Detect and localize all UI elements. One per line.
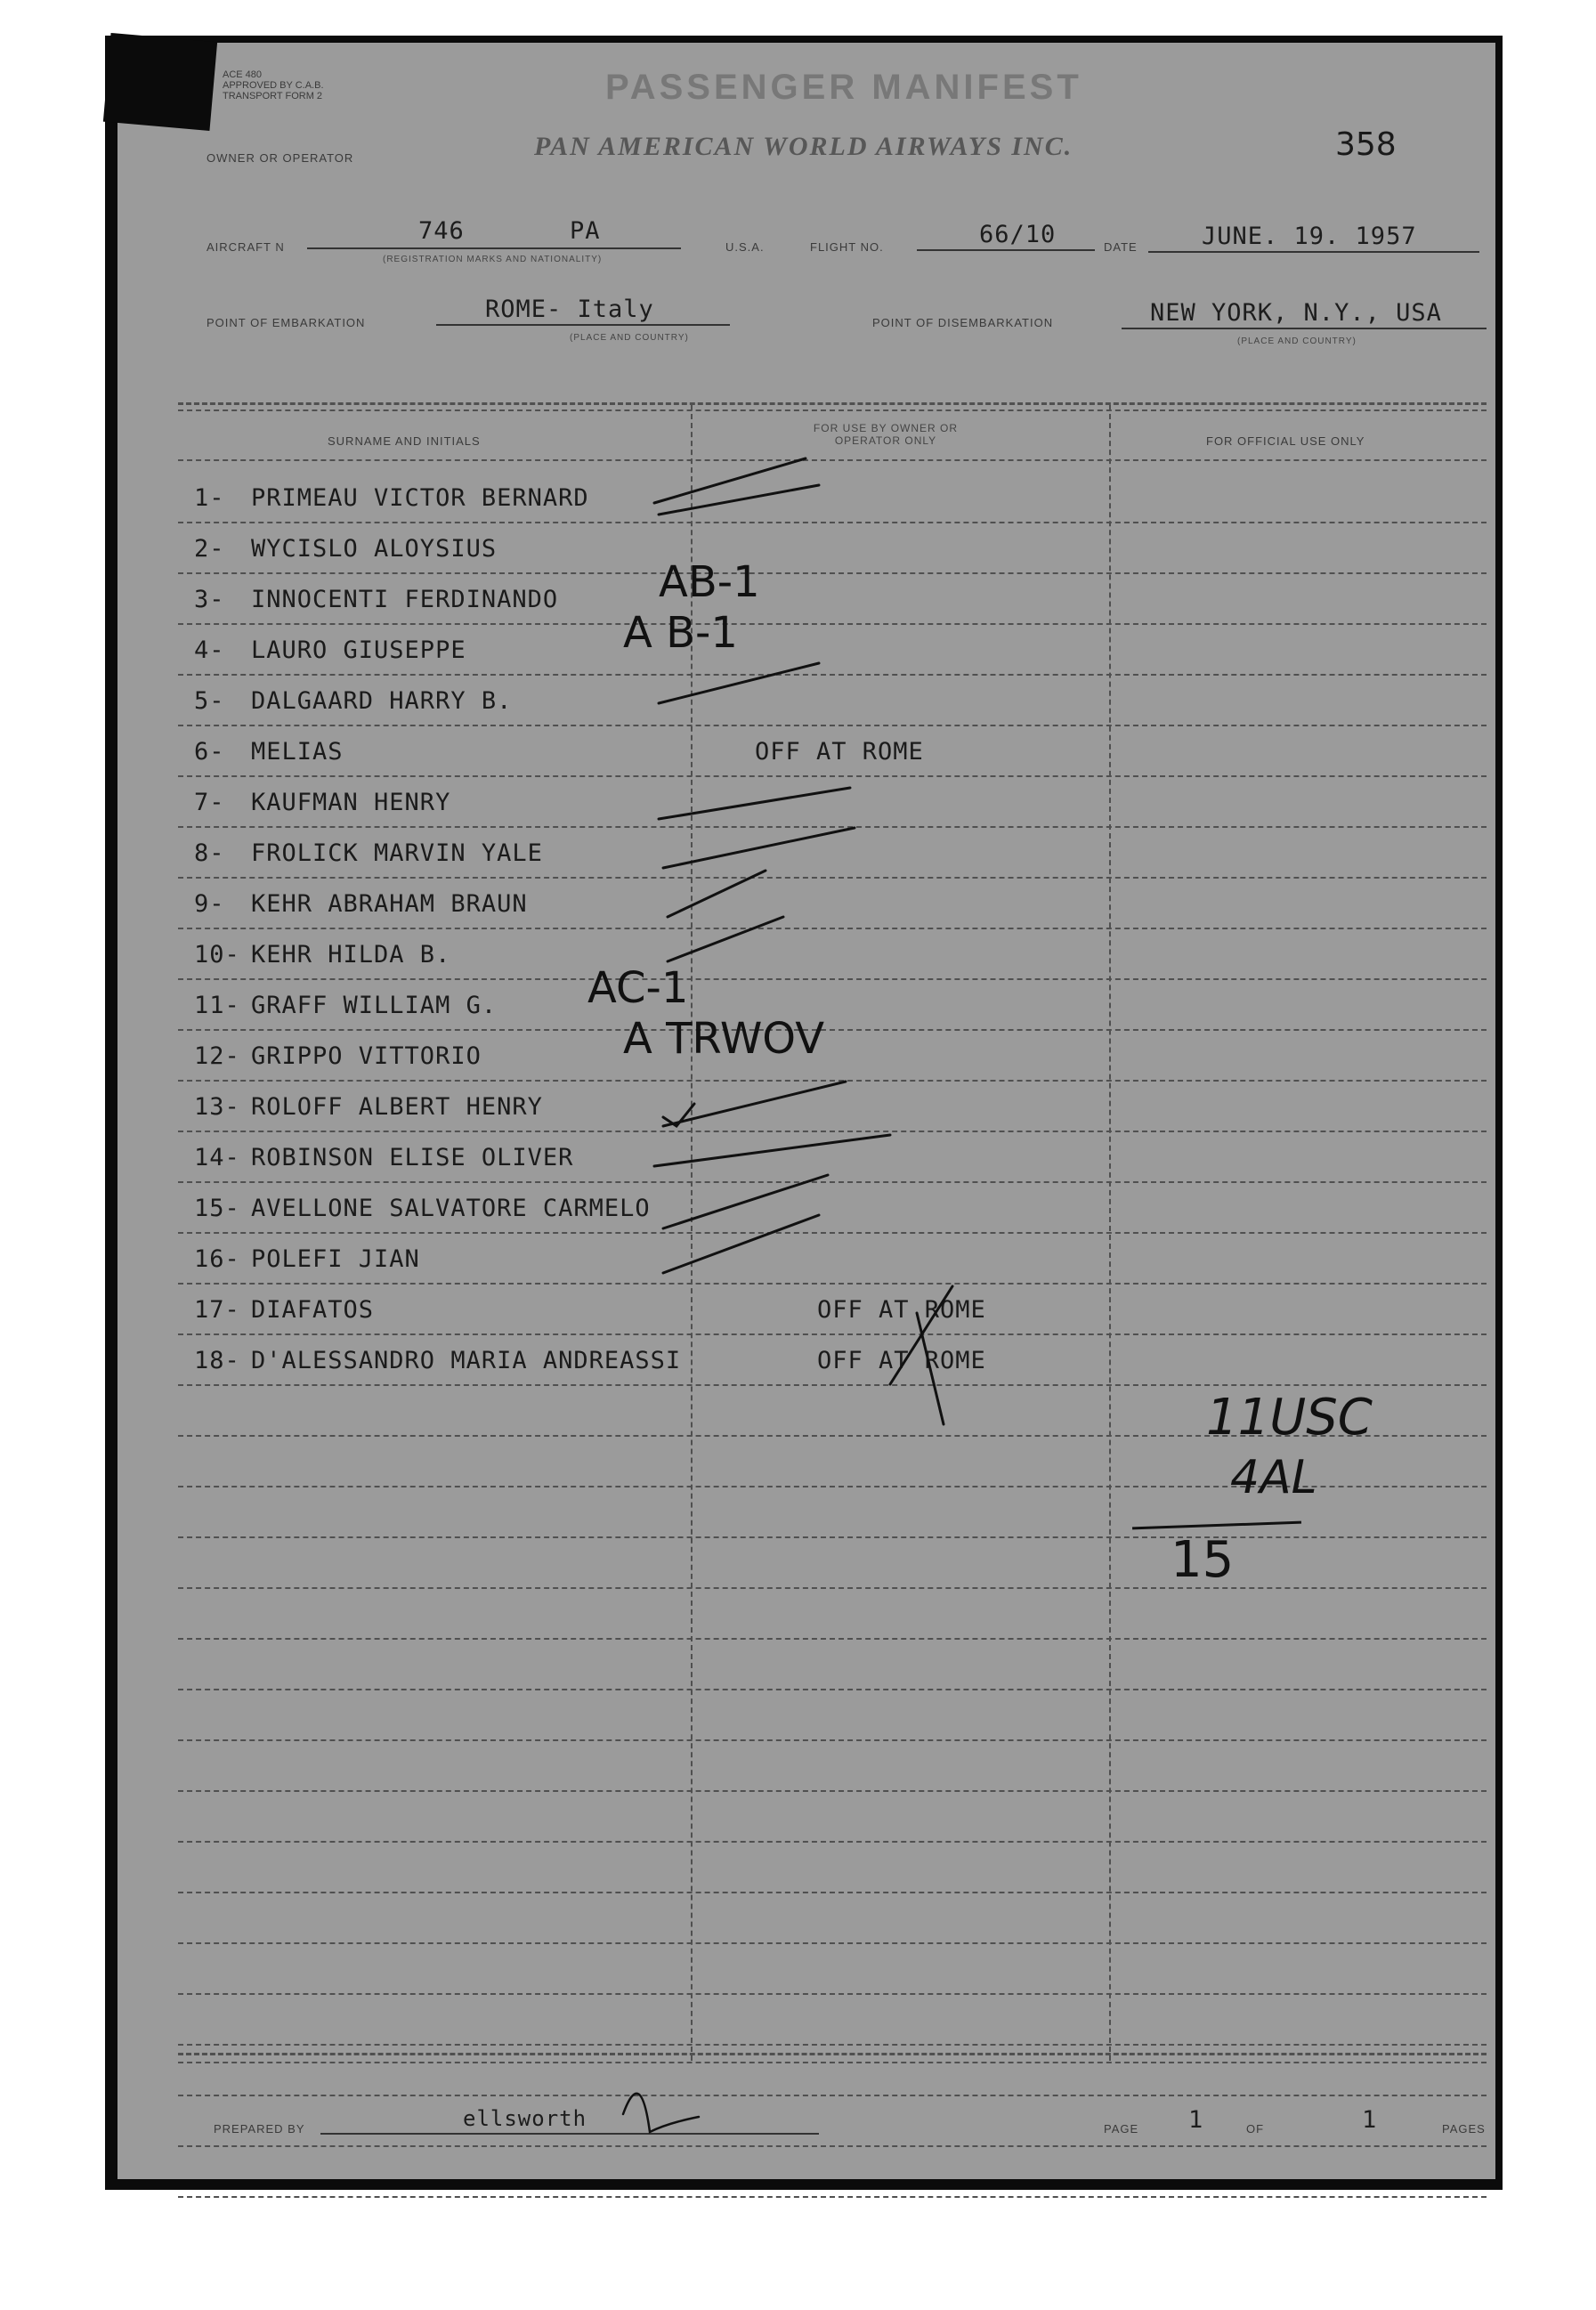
prepared-by-value: ellsworth: [463, 2106, 587, 2131]
cross-stroke-2: [917, 1313, 944, 1424]
of-value: 1: [1362, 2106, 1378, 2134]
passenger-name: DIAFATOS: [251, 1296, 375, 1324]
form-number: ACE 480 APPROVED BY C.A.B. TRANSPORT FORM 2: [223, 69, 324, 101]
disembarkation-value: NEW YORK, N.Y., USA: [1150, 299, 1442, 327]
page-number: 358: [1335, 126, 1397, 163]
owner-label: OWNER OR OPERATOR: [207, 151, 354, 165]
aircraft-nationality: PA: [570, 217, 601, 245]
check-stroke-14: [654, 1135, 890, 1166]
tally-total: 15: [1171, 1531, 1235, 1589]
signature-scribble: [623, 2094, 699, 2132]
passenger-name: KAUFMAN HENRY: [251, 789, 451, 816]
of-label: OF: [1246, 2122, 1265, 2136]
passenger-name: KEHR ABRAHAM BRAUN: [251, 890, 528, 918]
handwritten-code: A TRWOV: [623, 1014, 825, 1064]
owner-note: OFF AT ROME: [817, 1347, 986, 1374]
page-value: 1: [1188, 2106, 1204, 2134]
passenger-number: 7-: [194, 789, 225, 816]
check-stroke-13: [663, 1082, 846, 1126]
handwritten-code: AC-1: [587, 963, 689, 1013]
check-stroke-10: [668, 917, 783, 961]
handwritten-code: AB-1: [659, 557, 760, 607]
disembarkation-label: POINT OF DISEMBARKATION: [872, 316, 1054, 329]
passenger-number: 5-: [194, 687, 225, 715]
prepared-by-label: PREPARED BY: [214, 2122, 305, 2136]
passenger-name: ROBINSON ELISE OLIVER: [251, 1144, 574, 1171]
passenger-number: 3-: [194, 586, 225, 613]
passenger-name: DALGAARD HARRY B.: [251, 687, 513, 715]
passenger-number: 17-: [194, 1296, 240, 1324]
embarkation-caption: (PLACE AND COUNTRY): [570, 333, 689, 343]
flight-label: FLIGHT NO.: [810, 240, 884, 254]
passenger-number: 13-: [194, 1093, 240, 1121]
passenger-number: 2-: [194, 535, 225, 563]
passenger-number: 10-: [194, 941, 240, 969]
date-label: DATE: [1104, 240, 1138, 254]
aircraft-value: 746: [418, 217, 465, 245]
column-header-official: FOR OFFICIAL USE ONLY: [1206, 434, 1365, 448]
check-stroke-7: [659, 788, 850, 819]
passenger-number: 1-: [194, 484, 225, 512]
passenger-name: FROLICK MARVIN YALE: [251, 839, 543, 867]
passenger-number: 12-: [194, 1042, 240, 1070]
passenger-number: 14-: [194, 1144, 240, 1171]
tick-mark-13: [663, 1104, 694, 1126]
passenger-name: ROLOFF ALBERT HENRY: [251, 1093, 543, 1121]
passenger-name: POLEFI JIAN: [251, 1245, 420, 1273]
passenger-name: INNOCENTI FERDINANDO: [251, 586, 559, 613]
passenger-number: 8-: [194, 839, 225, 867]
passenger-name: D'ALESSANDRO MARIA ANDREASSI: [251, 1347, 682, 1374]
owner-note: OFF AT ROME: [755, 738, 924, 766]
country-label: U.S.A.: [725, 240, 765, 254]
check-stroke-9: [668, 871, 766, 917]
passenger-name: GRIPPO VITTORIO: [251, 1042, 482, 1070]
passenger-name: WYCISLO ALOYSIUS: [251, 535, 498, 563]
passenger-name: PRIMEAU VICTOR BERNARD: [251, 484, 589, 512]
column-header-owner: FOR USE BY OWNER OR OPERATOR ONLY: [813, 422, 959, 447]
page-label: PAGE: [1104, 2122, 1139, 2136]
embarkation-value: ROME- Italy: [485, 296, 654, 323]
passenger-name: MELIAS: [251, 738, 344, 766]
passenger-number: 16-: [194, 1245, 240, 1273]
tally-line-1: 11USC: [1206, 1389, 1373, 1447]
check-stroke-1: [654, 458, 806, 503]
passenger-name: AVELLONE SALVATORE CARMELO: [251, 1195, 651, 1222]
passenger-name: KEHR HILDA B.: [251, 941, 451, 969]
owner-note: OFF AT ROME: [817, 1296, 986, 1324]
passenger-number: 18-: [194, 1347, 240, 1374]
passenger-number: 4-: [194, 636, 225, 664]
check-stroke-16: [663, 1215, 819, 1273]
embarkation-label: POINT OF EMBARKATION: [207, 316, 366, 329]
passenger-number: 11-: [194, 992, 240, 1019]
column-header-names: SURNAME AND INITIALS: [328, 434, 481, 448]
disembarkation-caption: (PLACE AND COUNTRY): [1237, 336, 1357, 346]
airline-name: PAN AMERICAN WORLD AIRWAYS INC.: [534, 132, 1073, 161]
passenger-name: LAURO GIUSEPPE: [251, 636, 466, 664]
date-value: JUNE. 19. 1957: [1202, 223, 1417, 250]
passenger-name: GRAFF WILLIAM G.: [251, 992, 498, 1019]
aircraft-label: AIRCRAFT N: [207, 240, 285, 254]
manifest-title: PASSENGER MANIFEST: [605, 68, 1082, 107]
check-stroke-5: [659, 663, 819, 703]
passenger-number: 15-: [194, 1195, 240, 1222]
registration-caption: (REGISTRATION MARKS AND NATIONALITY): [383, 255, 603, 264]
passenger-number: 9-: [194, 890, 225, 918]
flight-value: 66/10: [979, 221, 1057, 248]
check-stroke-2: [659, 485, 819, 515]
pages-label: PAGES: [1442, 2122, 1486, 2136]
passenger-number: 6-: [194, 738, 225, 766]
tally-line-2: 4AL: [1230, 1451, 1317, 1504]
check-stroke-8: [663, 828, 855, 868]
handwritten-code: A B-1: [623, 608, 738, 658]
